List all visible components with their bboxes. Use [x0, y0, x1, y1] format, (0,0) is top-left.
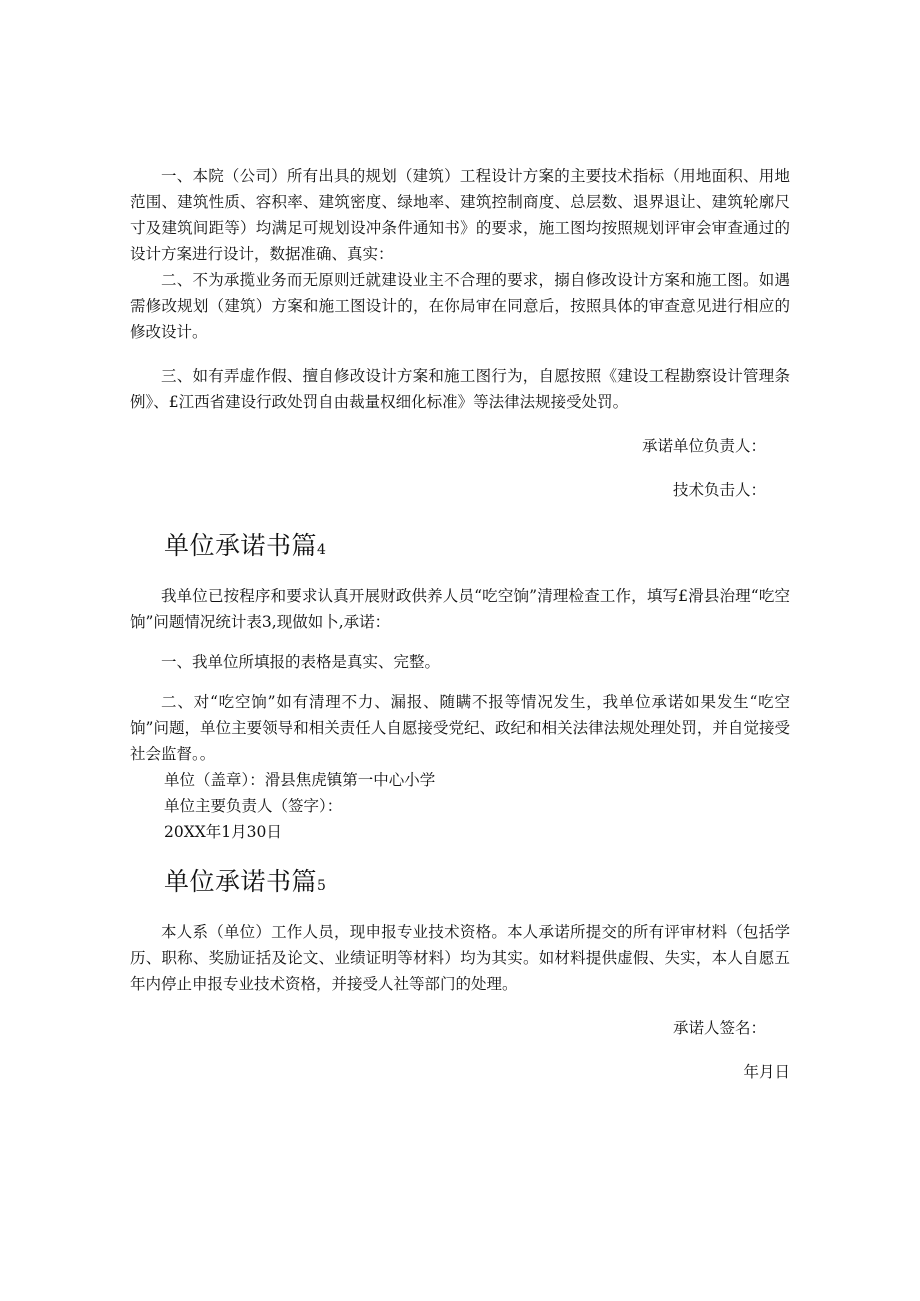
section3-paragraph-3: 三、如有弄虚作假、擅自修改设计方案和施工图行为，自愿按照《建设工程勘察设计管理条例》、£江西省建设行政处罚自由裁量权细化标准》等法律法规接受处罚。 [130, 367, 790, 411]
section3-paragraph-1: 一、本院（公司）所有出具的规划（建筑）工程设计方案的主要技术指标（用地面积、用地范围、建筑性质、容积率、建筑密度、绿地率、建筑控制商度、总层数、退界退让、建筑轮廓尺寸及建筑间距等）均满足可规划设冲条件通知书》的要求，施工图均按照规划评审会审查通过的设计方案进行设计，数据准确、真实： [130, 167, 790, 263]
section4-item-2: 二、对“吃空饷”如有清理不力、漏报、随瞒不报等情况发生，我单位承诺如果发生“吃空饷”问题，单位主要领导和相关责任人自愿接受党纪、政纪和相关法律法规处理处罚，并自觉接受社会监督。。 [130, 693, 790, 763]
section5-signer: 承诺人签名： [672, 1019, 766, 1037]
section4-date: 20XX年1月30日 [164, 823, 282, 841]
signature-unit-leader: 承诺单位负责人： [641, 437, 766, 455]
section4-unit-seal: 单位（盖章）：滑县焦虎镇第一中心小学 [164, 771, 436, 789]
section5-heading-number: 5 [317, 878, 326, 894]
section4-leader-signature: 单位主要负责人（签字）： [164, 797, 343, 815]
section5-heading [164, 865, 790, 903]
section4-intro: 我单位已按程序和要求认真开展财政供养人员“吃空饷”清理检查工作，填写£滑县治理“吃空饷”问题情况统计表3,现做如卜,承诺： [130, 587, 790, 631]
document-page [130, 163, 790, 1085]
section4-heading-number: 4 [317, 542, 326, 558]
section4-item-1: 一、我单位所填报的表格是真实、完整。 [161, 653, 441, 671]
section5-body: 本人系（单位）工作人员，现申报专业技术资格。本人承诺所提交的所有评审材料（包括学历、职称、奖励证括及论文、业绩证明等材料）均为其实。如材料提供虚假、失实，本人自愿五年内停止申报专业技术资格，并接受人社等部门的处理。 [130, 923, 790, 993]
section3-paragraph-2: 二、不为承揽业务而无原则迁就建设业主不合理的要求，搦自修改设计方案和施工图。如遇需修改规划（建筑）方案和施工图设计的，在你局审在同意后，按照具体的审查意见进行相应的修改设计。 [130, 271, 790, 341]
signature-tech-leader: 技术负击人： [672, 481, 766, 499]
section4-heading-text: 单位承诺书篇 [164, 531, 318, 560]
section5-date: 年月日 [743, 1063, 790, 1081]
section5-heading-text: 单位承诺书篇 [164, 867, 318, 896]
section4-heading [164, 529, 790, 567]
